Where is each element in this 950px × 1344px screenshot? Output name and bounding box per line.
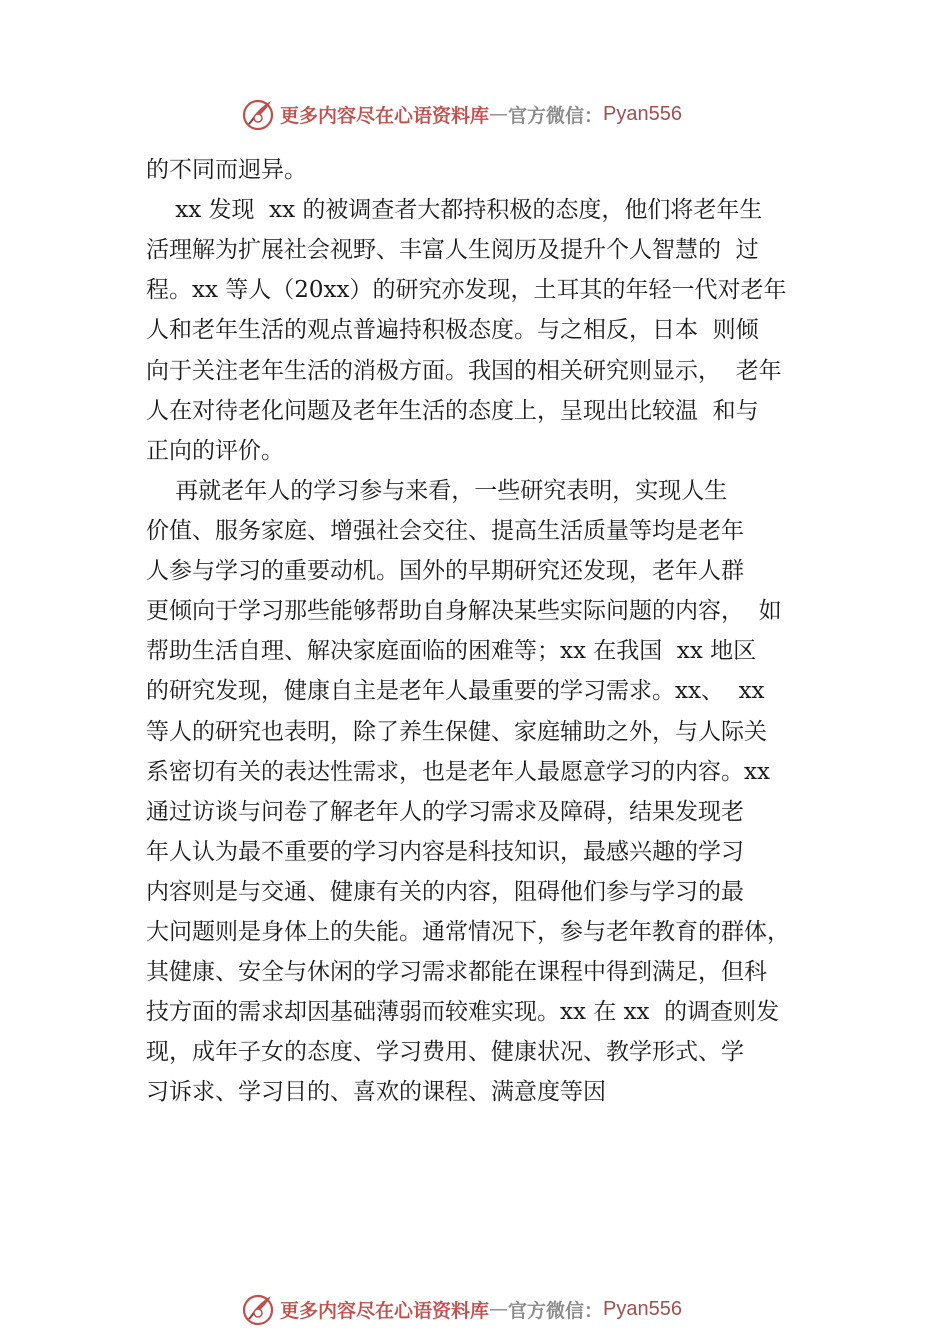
quill-pen-logo-icon [240, 96, 276, 132]
text-line: 年人认为最不重要的学习内容是科技知识，最感兴趣的学习 [146, 839, 744, 865]
quill-pen-logo-icon [240, 1291, 276, 1327]
text-line: 的不同而迥异。 [146, 157, 307, 183]
text-line: 正向的评价。 [146, 438, 284, 464]
text-line: 帮助生活自理、解决家庭面临的困难等；xx 在我国 xx 地区 [146, 638, 757, 664]
banner-separator: — [489, 103, 509, 125]
text-line: 等人的研究也表明，除了养生保健、家庭辅助之外，与人际关 [146, 719, 767, 745]
text-line: 技方面的需求却因基础薄弱而较难实现。xx 在 xx 的调查则发 [146, 999, 780, 1025]
banner-separator: — [489, 1298, 509, 1320]
text-line: 通过访谈与问卷了解老年人的学习需求及障碍，结果发现老 [146, 799, 744, 825]
banner-wechat-id: Pyan556 [603, 1297, 682, 1320]
text-line: 现，成年子女的态度、学习费用、健康状况、教学形式、学 [146, 1039, 744, 1065]
text-line: 系密切有关的表达性需求，也是老年人最愿意学习的内容。xx [146, 759, 770, 785]
text-line: 活理解为扩展社会视野、丰富人生阅历及提升个人智慧的 过 [146, 237, 759, 263]
text-line: 其健康、安全与休闲的学习需求都能在课程中得到满足，但科 [146, 959, 767, 985]
text-line: xx 发现 xx 的被调查者大都持积极的态度，他们将老年生 [146, 197, 763, 223]
text-line: 再就老年人的学习参与来看，一些研究表明，实现人生 [146, 478, 728, 504]
text-line: 习诉求、学习目的、喜欢的课程、满意度等因 [146, 1079, 606, 1105]
banner-title: 更多内容尽在心语资料库 [280, 104, 490, 127]
banner-wechat-id: Pyan556 [603, 102, 682, 125]
text-line: 内容则是与交通、健康有关的内容，阻碍他们参与学习的最 [146, 879, 744, 905]
text-line: 的研究发现，健康自主是老年人最重要的学习需求。xx、 xx [146, 678, 765, 704]
text-line: 程。xx 等人（20xx）的研究亦发现，土耳其的年轻一代对老年 [146, 277, 787, 303]
text-line: 价值、服务家庭、增强社会交往、提高生活质量等均是老年 [146, 518, 744, 544]
text-line: 人在对待老化问题及老年生活的态度上，呈现出比较温 和与 [146, 398, 759, 424]
banner-wechat-label: 官方微信： [508, 1299, 604, 1322]
text-line: 人参与学习的重要动机。国外的早期研究还发现，老年人群 [146, 558, 744, 584]
text-line: 更倾向于学习那些能够帮助自身解决某些实际问题的内容， 如 [146, 598, 782, 624]
header-banner [240, 96, 682, 132]
text-line: 向于关注老年生活的消极方面。我国的相关研究则显示， 老年 [146, 358, 782, 384]
text-line: 大问题则是身体上的失能。通常情况下，参与老年教育的群体， [146, 919, 790, 945]
banner-title: 更多内容尽在心语资料库 [280, 1299, 490, 1322]
banner-wechat-label: 官方微信： [508, 104, 604, 127]
text-line: 人和老年生活的观点普遍持积极态度。与之相反，日本 则倾 [146, 317, 759, 343]
footer-banner [240, 1291, 682, 1327]
